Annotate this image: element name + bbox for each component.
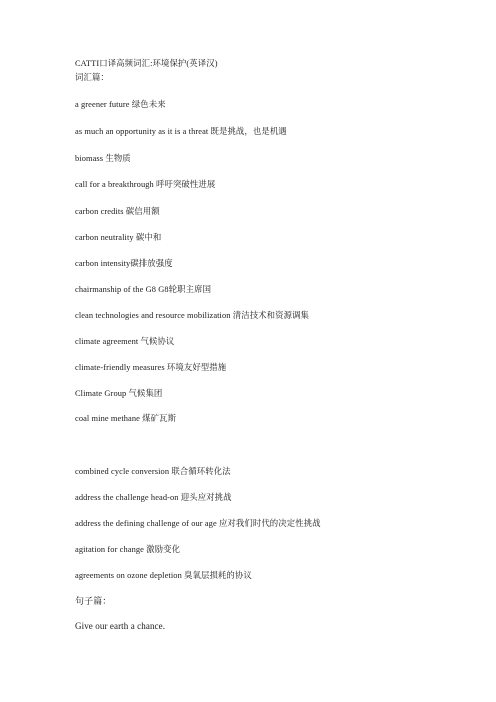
vocab-entry: chairmanship of the G8 G8轮职主席国: [75, 285, 212, 294]
vocab-entry: carbon credits 碳信用额: [75, 207, 160, 216]
vocab-entry: carbon intensity碳排放强度: [75, 259, 173, 268]
vocab-entry: clean technologies and resource mobilization 清洁技术和资源调集: [75, 311, 310, 320]
vocab-entry: address the challenge head-on 迎头应对挑战: [75, 493, 232, 502]
vocab-entry: call for a breakthrough 呼吁突破性进展: [75, 180, 216, 189]
vocab-entry: climate agreement 气候协议: [75, 337, 175, 346]
vocab-entry: coal mine methane 煤矿瓦斯: [75, 414, 177, 423]
vocab-entry: as much an opportunity as it is a threat 既是挑战，也是机遇: [75, 127, 287, 136]
vocab-entry: Climate Group 气候集团: [75, 389, 163, 398]
sentence-item: Give our earth a chance.: [75, 621, 166, 631]
vocab-heading: 词汇篇：: [75, 73, 109, 82]
vocab-entry: agitation for change 激励变化: [75, 545, 181, 554]
vocab-entry: address the defining challenge of our age 应对我们时代的决定性挑战: [75, 519, 321, 528]
vocab-entry: combined cycle conversion 联合循环转化法: [75, 467, 231, 476]
vocab-entry: biomass 生物质: [75, 154, 131, 163]
document-title: CATTI口译高频词汇:环境保护(英译汉): [75, 59, 218, 68]
vocab-entry: climate-friendly measures 环境友好型措施: [75, 363, 227, 372]
sentence-heading: 句子篇：: [75, 596, 112, 606]
vocab-entry: carbon neutrality 碳中和: [75, 233, 162, 242]
vocab-entry: agreements on ozone depletion 臭氧层损耗的协议: [75, 571, 252, 580]
vocab-entry: a greener future 绿色未来: [75, 100, 166, 109]
